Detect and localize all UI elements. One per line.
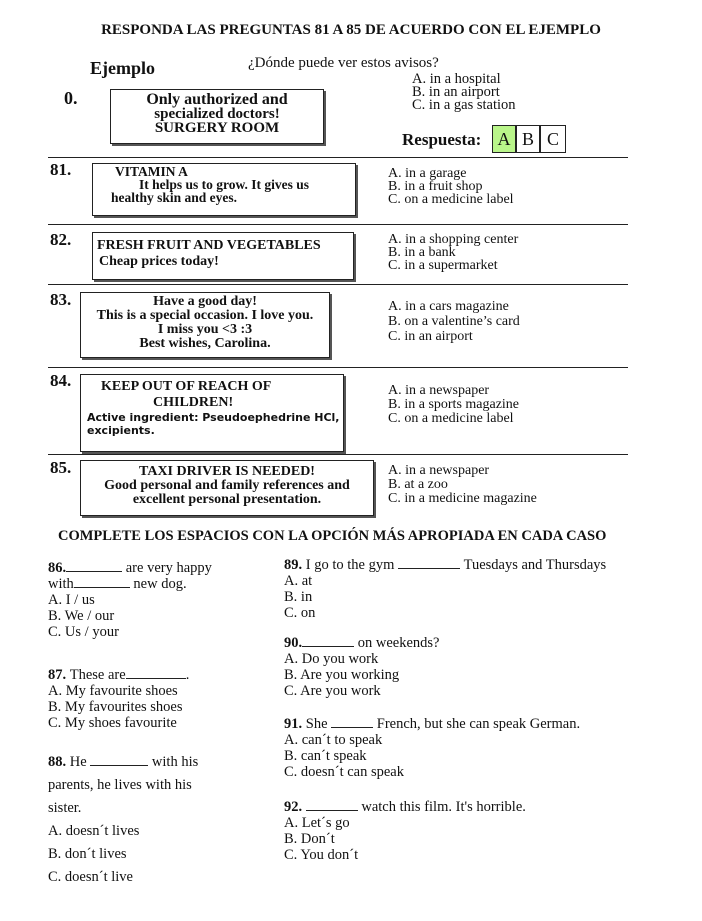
option: B. don´t lives [48, 846, 127, 862]
option: A. in a cars magazine [388, 299, 509, 314]
option: C. Are you work [284, 683, 381, 699]
question-87 [48, 667, 189, 731]
answer-blank[interactable] [90, 765, 148, 766]
option: B. in a bank [388, 245, 456, 260]
sign-line: Have a good day! [153, 294, 257, 309]
sign-line: I miss you <3 :3 [157, 322, 253, 337]
question-number: 86. [48, 560, 67, 576]
option: B. Don´t [284, 831, 335, 847]
item-82-number: 82. [50, 230, 72, 249]
option: B. in a fruit shop [388, 179, 483, 194]
section-title: COMPLETE LOS ESPACIOS CON LA OPCIÓN MÁS APROPIADA EN CADA CASO [58, 528, 607, 544]
question-89 [284, 557, 606, 621]
question-number: 89. [284, 557, 303, 573]
sign-line: TAXI DRIVER IS NEEDED! [139, 464, 315, 479]
option: A. in a newspaper [388, 463, 490, 478]
option: A. in a garage [388, 166, 467, 181]
option: C. You don´t [284, 847, 359, 863]
sign-line: FRESH FRUIT AND VEGETABLES [97, 238, 321, 253]
answer-label: Respuesta: [402, 130, 482, 149]
sign-line: VITAMIN A [115, 164, 188, 179]
answer-blank[interactable] [306, 810, 358, 811]
option: B. in an airport [412, 84, 500, 100]
option: B. My favourites shoes [48, 699, 183, 715]
sign-line: KEEP OUT OF REACH OF [101, 379, 272, 394]
question-92 [284, 799, 526, 863]
divider [48, 367, 628, 368]
option: C. on [284, 605, 316, 621]
sign-line: This is a special occasion. I love you. [96, 308, 314, 323]
answer-blank[interactable] [302, 646, 354, 647]
question-text: Tuesdays and Thursdays [463, 557, 607, 573]
page-title: RESPONDA LAS PREGUNTAS 81 A 85 DE ACUERDO CON EL EJEMPLO [101, 22, 601, 38]
sign-line: Active ingredient: Pseudoephedrine HCl, [87, 411, 340, 424]
option: A. at [284, 573, 313, 589]
example-options [412, 73, 516, 112]
option: A. in a hospital [412, 71, 501, 87]
sign-line: excipients. [87, 424, 155, 437]
question-text: with his [151, 754, 199, 770]
item-84-sign [80, 374, 344, 452]
item-85-options [388, 464, 537, 506]
example-label: Ejemplo [90, 58, 155, 78]
option: B. on a valentine’s card [388, 314, 520, 329]
sign-line: SURGERY ROOM [154, 120, 280, 136]
option: A. Do you work [284, 651, 379, 667]
question-text: French, but she can speak German. [376, 716, 581, 732]
divider [48, 454, 628, 455]
sign-line: Best wishes, Carolina. [139, 336, 271, 351]
option: C. on a medicine label [388, 192, 514, 207]
option: A. can´t to speak [284, 732, 383, 748]
option: B. We / our [48, 608, 115, 624]
sign-line: healthy skin and eyes. [111, 190, 238, 205]
example-question: ¿Dónde puede ver estos avisos? [248, 55, 439, 71]
option: A. in a newspaper [388, 383, 490, 398]
item-85-sign [80, 460, 374, 516]
question-text: with [48, 576, 74, 592]
question-number: 87. [48, 667, 67, 683]
item-84-number: 84. [50, 371, 72, 390]
option: A. Let´s go [284, 815, 350, 831]
item-82-options [388, 233, 518, 272]
option: A. in a shopping center [388, 232, 519, 247]
question-text: parents, he lives with his [48, 777, 192, 793]
question-text: I go to the gym [305, 557, 395, 573]
option: C. in a medicine magazine [388, 491, 537, 506]
question-number: 92. [284, 799, 303, 815]
example-number: 0. [64, 88, 78, 108]
option: C. Us / your [48, 624, 119, 640]
question-number: 88. [48, 754, 67, 770]
option: A. I / us [48, 592, 95, 608]
sign-line: Only authorized and [146, 91, 288, 108]
item-83-options [388, 299, 520, 344]
option: A. My favourite shoes [48, 683, 178, 699]
question-86 [48, 560, 212, 640]
answer-blank[interactable] [126, 678, 186, 679]
divider [48, 224, 628, 225]
answer-choice-b: B [516, 125, 540, 153]
option: B. in a sports magazine [388, 397, 520, 412]
question-number: 91. [284, 716, 303, 732]
question-number: 90. [284, 635, 303, 651]
answer-blank[interactable] [398, 568, 460, 569]
option: C. My shoes favourite [48, 715, 177, 731]
sign-line: It helps us to grow. It gives us [138, 177, 310, 192]
sign-line: excellent personal presentation. [132, 492, 322, 507]
answer-choice-a: A [492, 125, 516, 153]
divider [48, 157, 628, 158]
sign-line: specialized doctors! [154, 106, 280, 122]
example-sign [110, 89, 324, 144]
option: A. doesn´t lives [48, 823, 140, 839]
item-85-number: 85. [50, 458, 72, 477]
question-91 [284, 716, 580, 780]
question-88 [48, 751, 198, 889]
item-81-options [388, 167, 514, 206]
option: B. Are you working [284, 667, 400, 683]
option: C. in a gas station [412, 97, 516, 113]
option: C. doesn´t live [48, 869, 133, 885]
option: B. can´t speak [284, 748, 367, 764]
option: B. at a zoo [388, 477, 448, 492]
answer-blank[interactable] [74, 587, 130, 588]
option: C. doesn´t can speak [284, 764, 404, 780]
answer-choice-c: C [540, 125, 566, 153]
option: C. in an airport [388, 329, 473, 344]
option: C. on a medicine label [388, 411, 514, 426]
question-text: on weekends? [357, 635, 440, 651]
question-text: are very happy [125, 560, 212, 576]
question-text: sister. [48, 800, 82, 816]
question-text: She [305, 716, 328, 732]
question-text: He [69, 754, 87, 770]
item-83-sign [80, 292, 330, 358]
question-text: . [185, 667, 190, 683]
question-90 [284, 635, 439, 699]
item-84-options [388, 384, 519, 426]
item-83-number: 83. [50, 290, 72, 309]
sign-line: Cheap prices today! [99, 254, 219, 269]
question-text: These are [69, 667, 126, 683]
divider [48, 284, 628, 285]
item-81-number: 81. [50, 160, 72, 179]
option: C. in a supermarket [388, 258, 498, 273]
item-81-sign [92, 163, 356, 216]
option: B. in [284, 589, 313, 605]
sign-line: CHILDREN! [153, 395, 234, 410]
question-text: new dog. [133, 576, 187, 592]
answer-blank[interactable] [331, 727, 373, 728]
item-82-sign [92, 232, 354, 280]
question-text: watch this film. It's horrible. [361, 799, 526, 815]
answer-blank[interactable] [66, 571, 122, 572]
sign-line: Good personal and family references and [104, 478, 350, 493]
